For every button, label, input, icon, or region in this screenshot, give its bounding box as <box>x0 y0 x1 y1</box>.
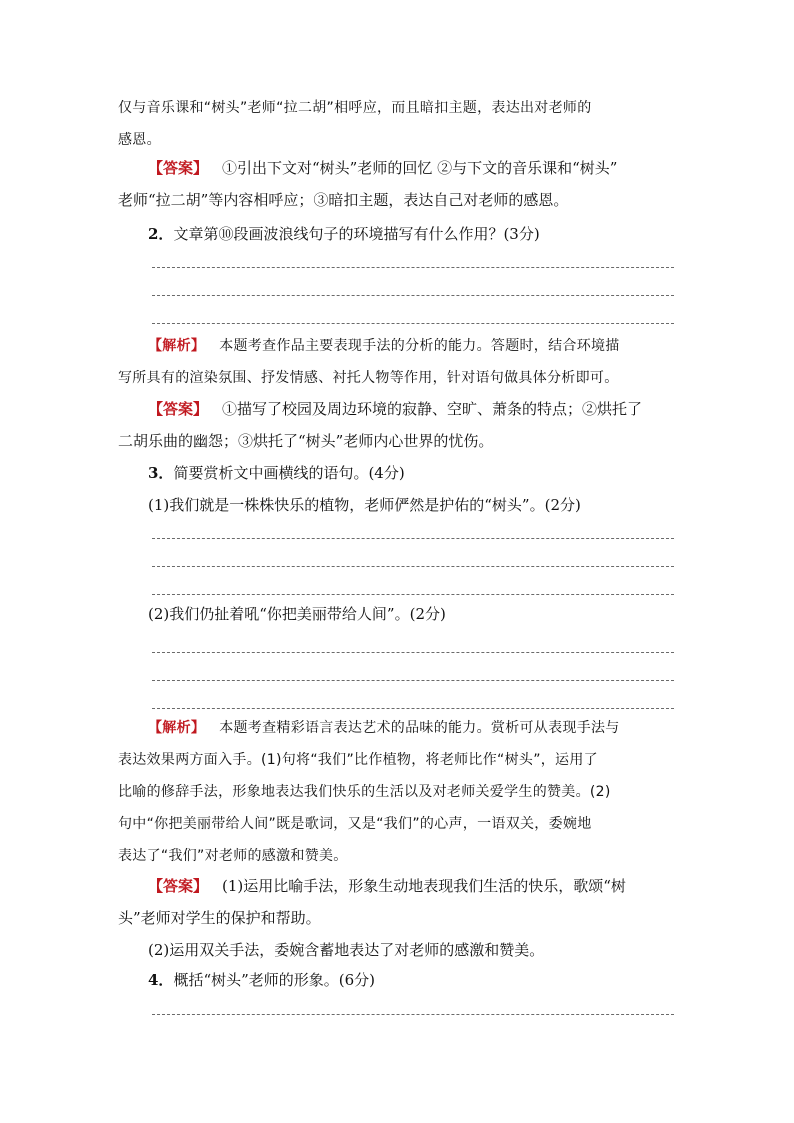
question-text: 3．简要赏析文中画横线的语句。(4分) <box>148 464 405 482</box>
answer-line <box>152 708 674 709</box>
analysis-label: 【解析】 <box>148 720 206 736</box>
answer-label: 【答案】 <box>148 159 209 177</box>
text-line: 仅与音乐课和“树头”老师“拉二胡”相呼应，而且暗扣主题，表达出对老师的 <box>118 100 592 116</box>
question-3-part-2 <box>118 598 678 630</box>
answer-line <box>152 566 674 567</box>
q2-analysis <box>118 330 678 394</box>
question-3 <box>118 457 678 521</box>
text-line: 表达了“我们”对老师的感激和赞美。 <box>118 848 348 864</box>
text-line: 头”老师对学生的保护和帮助。 <box>118 909 321 927</box>
answer-line <box>152 295 674 296</box>
answer-line <box>152 538 674 539</box>
q2-answer <box>118 393 678 457</box>
text-line: 【答案】 ①描写了校园及周边环境的寂静、空旷、萧条的特点；②烘托了 <box>148 400 643 418</box>
text-line: (2)运用双关手法，委婉含蓄地表达了对老师的感激和赞美。 <box>148 941 545 959</box>
question-2 <box>118 218 678 250</box>
question-text: 2．文章第⑩段画波浪线句子的环境描写有什么作用？(3分) <box>148 225 540 243</box>
text-line: 老师“拉二胡”等内容相呼应；③暗扣主题，表达自己对老师的感恩。 <box>118 191 569 209</box>
text-line: 【答案】 ①引出下文对“树头”老师的回忆 ②与下文的音乐课和“树头” <box>148 159 618 177</box>
answer-label: 【答案】 <box>148 877 209 895</box>
text-line: 比喻的修辞手法，形象地表达我们快乐的生活以及对老师关爱学生的赞美。(2) <box>118 784 611 800</box>
question-text: 4．概括“树头”老师的形象。(6分) <box>148 971 376 989</box>
q1-answer <box>118 152 678 216</box>
intro-paragraph <box>118 92 678 156</box>
answer-line <box>152 323 674 324</box>
answer-line <box>152 267 674 268</box>
text-line: 【答案】 (1)运用比喻手法，形象生动地表现我们生活的快乐，歌颂“树 <box>148 877 626 895</box>
answer-line <box>152 1014 674 1015</box>
text-line: 二胡乐曲的幽怨；③烘托了“树头”老师内心世界的忧伤。 <box>118 432 494 450</box>
text-line: 写所具有的渲染氛围、抒发情感、衬托人物等作用，针对语句做具体分析即可。 <box>118 370 619 386</box>
answer-line <box>152 680 674 681</box>
question-4 <box>118 964 678 996</box>
analysis-label: 【解析】 <box>148 338 206 354</box>
text-line: 【解析】 本题考查作品主要表现手法的分析的能力。答题时，结合环境描 <box>148 338 620 354</box>
text-line: 句中“你把美丽带给人间”既是歌词，又是“我们”的心声，一语双关，委婉地 <box>118 816 592 832</box>
text-line: 表达效果两方面入手。(1)句将“我们”比作植物，将老师比作“树头”，运用了 <box>118 752 598 768</box>
q3-analysis <box>118 712 678 872</box>
sub-question-2: (2)我们仍扯着吼“你把美丽带给人间”。(2分) <box>148 605 446 623</box>
answer-line <box>152 594 674 595</box>
answer-line <box>152 652 674 653</box>
text-line: 【解析】 本题考查精彩语言表达艺术的品味的能力。赏析可从表现手法与 <box>148 720 620 736</box>
text-line: 感恩。 <box>118 132 161 148</box>
answer-label: 【答案】 <box>148 400 209 418</box>
q3-answer <box>118 870 678 966</box>
sub-question-1: (1)我们就是一株株快乐的植物，老师俨然是护佑的“树头”。(2分) <box>148 496 581 514</box>
